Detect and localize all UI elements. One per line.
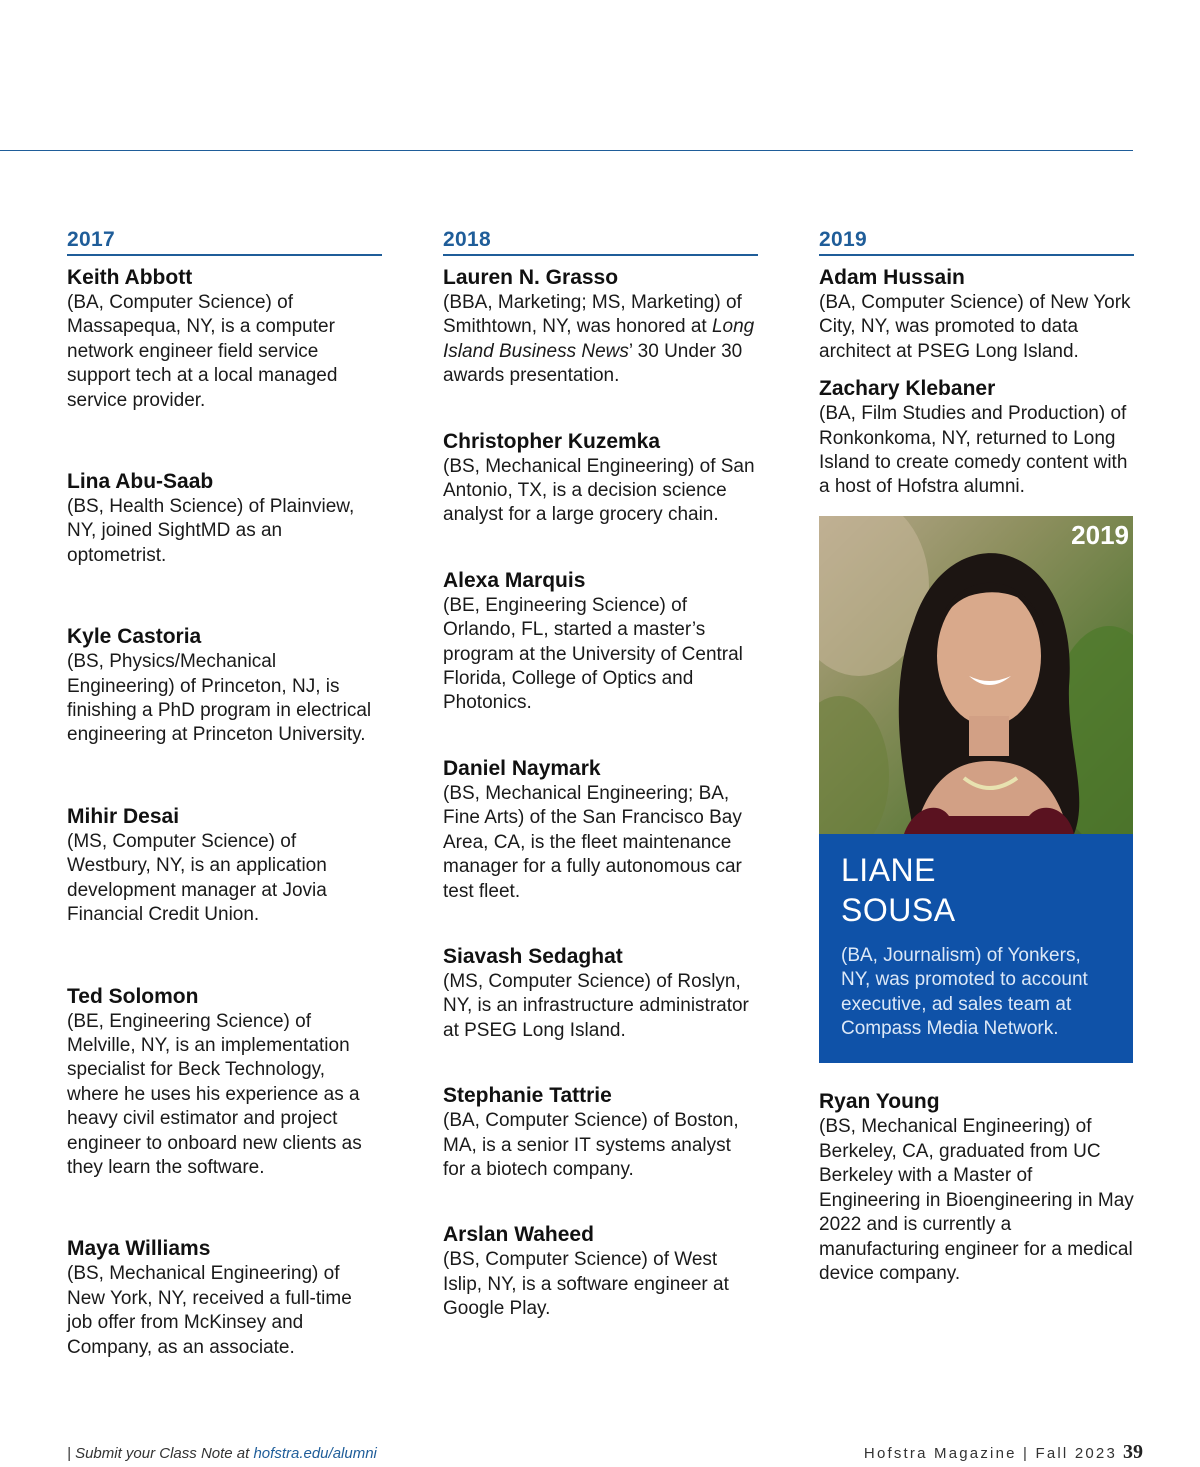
- alumni-name: Christopher Kuzemka: [443, 429, 661, 453]
- magazine-footer: [864, 1441, 1143, 1464]
- featured-name-line: LIANE: [841, 851, 936, 888]
- alumni-name: Stephanie Tattrie: [443, 1084, 612, 1108]
- page-number: 39: [1123, 1441, 1143, 1463]
- featured-alumni-name: [841, 850, 1111, 930]
- year-badge: 2019: [1071, 519, 1129, 550]
- alumni-name: Zachary Klebaner: [819, 377, 996, 401]
- alumni-name: Daniel Naymark: [443, 756, 601, 780]
- featured-alumni-card: [819, 516, 1133, 1064]
- alumni-description: (BE, Engineering Science) of Orlando, FL, started a master’s program at the University of Central Florida, College of Optics and Photonics.: [443, 594, 743, 714]
- alumni-name: Mihir Desai: [67, 804, 180, 828]
- alumni-name: Lina Abu-Saab: [67, 470, 214, 494]
- alumni-description: (BA, Computer Science) of Massapequa, NY, is a computer network engineer field service support tech at a local managed service provider.: [67, 292, 338, 411]
- alumni-description: (BA, Computer Science) of Boston, MA, is a senior IT systems analyst for a biotech company.: [443, 1110, 739, 1180]
- alumni-description: (BS, Physics/Mechanical Engineering) of Princeton, NJ, is finishing a PhD program in electrical engineering at Princeton University.: [67, 651, 372, 746]
- class-note-entry: [67, 624, 382, 748]
- alumni-description: (BS, Health Science) of Plainview, NY, joined SightMD as an optometrist.: [67, 496, 355, 566]
- class-note-entry: [67, 984, 382, 1181]
- alumni-description-part: (BBA, Marketing; MS, Marketing) of Smithtown, NY, was honored at: [443, 292, 742, 338]
- top-divider: [0, 150, 1133, 151]
- portrait-illustration: [819, 516, 1133, 834]
- footer-prompt: | Submit your Class Note at: [67, 1445, 254, 1462]
- class-note-entry: [67, 265, 382, 413]
- alumni-description: (BA, Computer Science) of New York City, NY, was promoted to data architect at PSEG Long Island.: [819, 292, 1131, 362]
- class-note-entry: [443, 756, 758, 904]
- alumni-description: (BS, Mechanical Engineering) of New York, NY, received a full-time job offer from McKinsey and Company, as an associate.: [67, 1263, 352, 1358]
- column-2018: [443, 228, 758, 1362]
- class-note-entry: [67, 804, 382, 928]
- year-heading-2017: 2017: [67, 228, 382, 256]
- class-note-entry: [819, 376, 1134, 500]
- alumni-description: (BS, Mechanical Engineering; BA, Fine Arts) of the San Francisco Bay Area, CA, is the fleet maintenance manager for a fully autonomous car test fleet.: [443, 782, 742, 902]
- alumni-description: (BS, Computer Science) of West Islip, NY, is a software engineer at Google Play.: [443, 1249, 729, 1320]
- alumni-description-part: ’ 30 Under 30 awards presentation.: [443, 340, 743, 387]
- column-2017: [67, 228, 382, 1416]
- class-note-entry: [819, 265, 1134, 364]
- alumni-name: Lauren N. Grasso: [443, 266, 619, 289]
- year-heading-2019: 2019: [819, 228, 1134, 256]
- alumni-name: Alexa Marquis: [443, 568, 586, 592]
- class-note-entry: [819, 1089, 1134, 1286]
- alumni-description: (MS, Computer Science) of Westbury, NY, is an application development manager at Jovia Financial Credit Union.: [67, 830, 327, 926]
- alumni-name: Kyle Castoria: [67, 625, 202, 649]
- magazine-issue: Hofstra Magazine | Fall 2023: [863, 1445, 1117, 1462]
- alumni-name: Arslan Waheed: [443, 1223, 594, 1247]
- class-note-entry: [67, 469, 382, 568]
- class-note-entry: [443, 1222, 758, 1321]
- alumni-name: Ted Solomon: [67, 984, 199, 1008]
- featured-alumni-photo: [819, 516, 1133, 834]
- class-note-entry: [67, 1236, 382, 1360]
- alumni-name: Maya Williams: [67, 1237, 211, 1261]
- class-note-entry: [443, 1083, 758, 1182]
- alumni-name: Siavash Sedaghat: [443, 944, 623, 968]
- alumni-name: Adam Hussain: [819, 266, 965, 289]
- alumni-description: [443, 291, 758, 389]
- publication-title: Long Island Business News: [443, 316, 755, 362]
- alumni-description: (BA, Film Studies and Production) of Ronkonkoma, NY, returned to Long Island to create comedy content with a host of Hofstra alumni.: [819, 403, 1128, 498]
- alumni-name: Ryan Young: [819, 1090, 940, 1114]
- alumni-name: Keith Abbott: [67, 266, 193, 289]
- submit-class-note-footer: [67, 1445, 377, 1462]
- alumni-link[interactable]: hofstra.edu/alumni: [253, 1445, 377, 1462]
- class-note-entry: [443, 429, 758, 528]
- column-2019: [819, 228, 1134, 1298]
- featured-name-line: SOUSA: [841, 891, 956, 928]
- class-note-entry: [443, 265, 758, 389]
- alumni-description: (BS, Mechanical Engineering) of San Antonio, TX, is a decision science analyst for a large grocery chain.: [443, 455, 755, 526]
- alumni-description: (BS, Mechanical Engineering) of Berkeley, CA, graduated from UC Berkeley with a Master of Engineering in Bioengineering in May 2022 and is currently a manufacturing engineer for a medical device company.: [819, 1116, 1134, 1284]
- featured-alumni-description: (BA, Journalism) of Yonkers, NY, was promoted to account executive, ad sales team at Compass Media Network.: [841, 944, 1088, 1040]
- alumni-description: (MS, Computer Science) of Roslyn, NY, is an infrastructure administrator at PSEG Long Island.: [443, 970, 749, 1041]
- featured-alumni-box: [819, 834, 1133, 1064]
- class-note-entry: [443, 568, 758, 716]
- alumni-description: (BE, Engineering Science) of Melville, NY, is an implementation specialist for Beck Technology, where he uses his experience as a heavy civil estimator and project engineer to onboard new clients as they learn the software.: [67, 1010, 362, 1178]
- class-note-entry: [443, 944, 758, 1043]
- year-heading-2018: 2018: [443, 228, 758, 256]
